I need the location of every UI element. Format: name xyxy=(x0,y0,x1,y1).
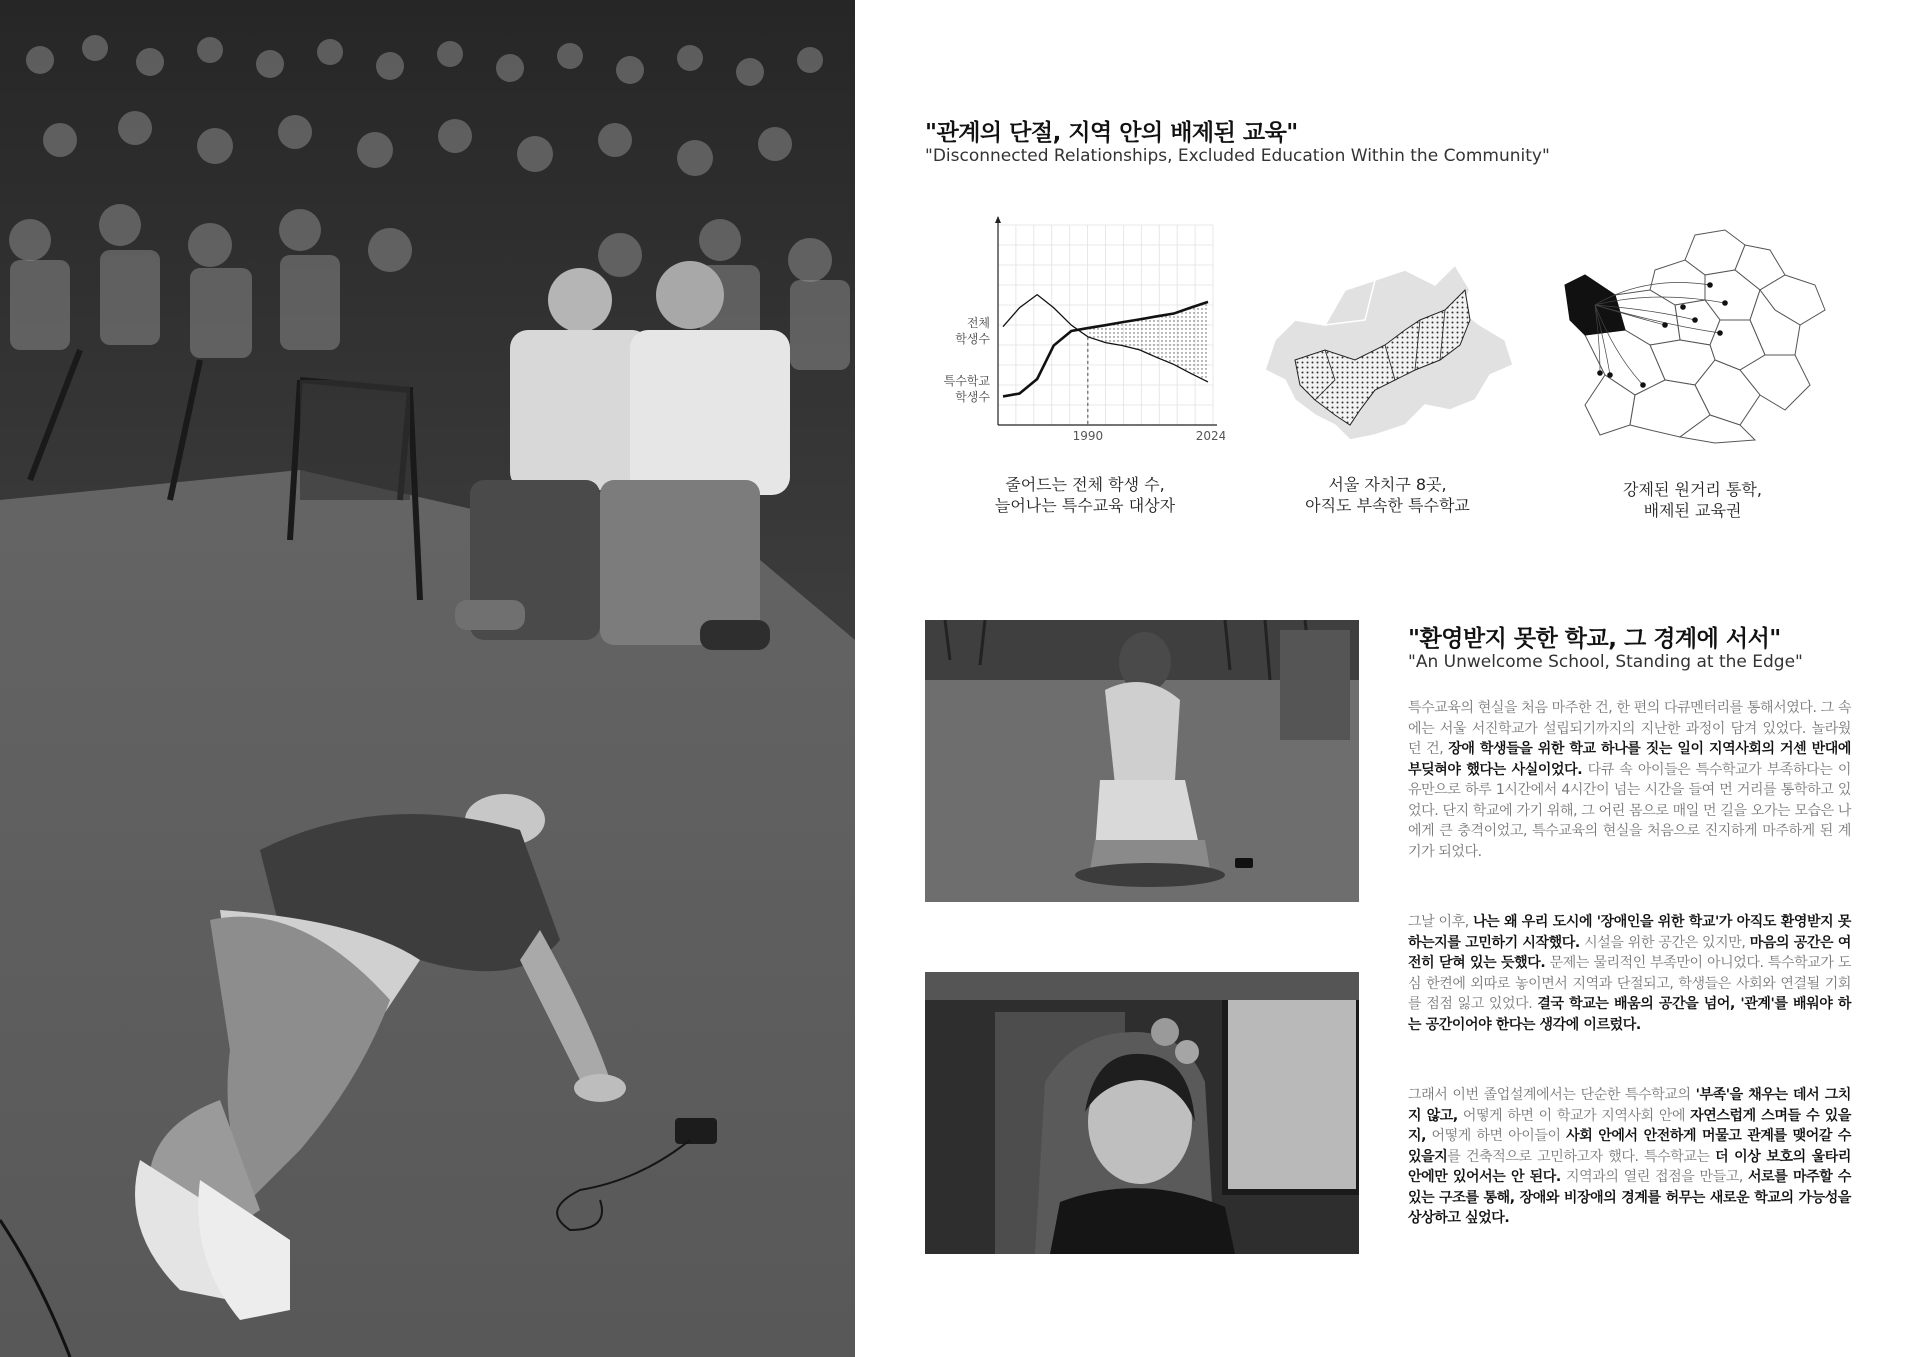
section2-subtitle: "An Unwelcome School, Standing at the Edge" xyxy=(1408,652,1803,672)
map2-caption xyxy=(1560,479,1825,521)
map1-caption xyxy=(1255,474,1520,516)
chart-caption-text: 줄어드는 전체 학생 수, 늘어나는 특수교육 대상자 xyxy=(994,475,1176,515)
y-label: 전체 xyxy=(966,316,990,330)
paragraph-3 xyxy=(1408,1085,1851,1229)
map1-caption-text: 서울 자치구 8곳, 아직도 부속한 특수학교 xyxy=(1305,475,1470,515)
emphasis-text: 사회 안에서 안전하게 머물고 관계를 맺어갈 수 있을지 xyxy=(1408,1128,1851,1165)
body-text-run: 특수교육의 현실을 처음 마주한 건, 한 편의 다큐멘터리를 통해서였다. 그 속에는 서울 서진학교가 설립되기까지의 지난한 과정이 담겨 있었다. 놀라웠던 건, xyxy=(1408,700,1851,757)
commute-map xyxy=(1555,225,1830,445)
body-text-run: 시설을 위한 공간은 있지만, xyxy=(1579,934,1750,951)
body-text-run: 문제는 물리적인 부족만이 아니었다. 특수학교가 도심 한켠에 외따로 놓이면서 지역과 단절되고, 학생들은 사회와 연결될 기회를 점점 잃고 있었다. xyxy=(1408,955,1851,1012)
emphasis-text: 마음의 공간은 여전히 닫혀 있는 듯했다. xyxy=(1408,934,1851,971)
kneeling-girl-photo xyxy=(925,620,1359,902)
body-text-run: 그날 이후, xyxy=(1408,914,1474,930)
chart-caption xyxy=(945,474,1225,516)
body-text-run: 어떻게 하면 이 학교가 지역사회 안에 xyxy=(1457,1107,1691,1124)
section1-subtitle: "Disconnected Relationships, Excluded Education Within the Community" xyxy=(925,146,1550,166)
y-label: 특수학교 xyxy=(943,374,990,389)
emphasis-text: 장애 학생들을 위한 학교 하나를 짓는 일이 지역사회의 거센 반대에 부딪혀야 했다는 사실이었다. xyxy=(1408,741,1851,778)
emphasis-text: 결국 학교는 배움의 공간을 넘어, '관계'를 배워야 하는 공간이어야 한다는 생각에 이르렀다. xyxy=(1408,996,1851,1033)
body-text-run: 그래서 이번 졸업설계에서는 단순한 특수학교의 xyxy=(1408,1087,1696,1103)
audience-photo xyxy=(0,0,855,1357)
y-label: 학생수 xyxy=(955,390,990,405)
x-tick-label: 1990 xyxy=(1072,429,1104,443)
paragraph-1 xyxy=(1408,698,1851,862)
bus-girl-photo xyxy=(925,972,1359,1254)
paragraph-2 xyxy=(1408,912,1851,1035)
emphasis-text: 더 이상 보호의 울타리 안에만 있어서는 안 된다. xyxy=(1408,1148,1851,1185)
map2-caption-text: 강제된 원거리 통학, 배제된 교육권 xyxy=(1623,480,1762,520)
body-text-run: 어떻게 하면 아이들이 xyxy=(1426,1128,1567,1144)
y-axis-arrow xyxy=(995,216,1001,223)
emphasis-text: 나는 왜 우리 도시에 '장애인을 위한 학교'가 아직도 환영받지 못하는지를 고민하기 시작했다. xyxy=(1408,914,1852,951)
emphasis-text: '부족'을 채우는 데서 그치지 않고, xyxy=(1408,1087,1851,1124)
emphasis-text: 자연스럽게 스며들 수 있을지, xyxy=(1408,1107,1852,1144)
emphasis-text: 서로를 마주할 수 있는 구조를 통해, 장애와 비장애의 경계를 허무는 새로운 학교의 가능성을 상상하고 싶었다. xyxy=(1408,1169,1851,1226)
student-count-chart xyxy=(940,215,1225,460)
y-label: 학생수 xyxy=(955,332,990,346)
seoul-districts-map xyxy=(1255,250,1520,450)
body-text-run: 지역과의 열린 접점을 만들고, xyxy=(1560,1169,1749,1185)
section1-title: "관계의 단절, 지역 안의 배제된 교육" xyxy=(925,120,1298,146)
body-text-run: 다큐 속 아이들은 특수학교가 부족하다는 이유만으로 하루 1시간에서 4시간이 넘는 시간을 들여 먼 거리를 통학하고 있었다. 단지 학교에 가기 위해, 그 어린 몸으로 매일 먼 길을 오가는 모습은 나에게 큰 충격이었고, 특수교육의 현실을 처음으로 진지하게 마주하게 된 계기가 되었다. xyxy=(1408,761,1851,860)
body-text-run: 를 건축적으로 고민하고자 했다. 특수학교는 xyxy=(1447,1148,1716,1165)
x-tick-label: 2024 xyxy=(1195,429,1225,443)
section2-title: "환영받지 못한 학교, 그 경계에 서서" xyxy=(1408,626,1781,652)
